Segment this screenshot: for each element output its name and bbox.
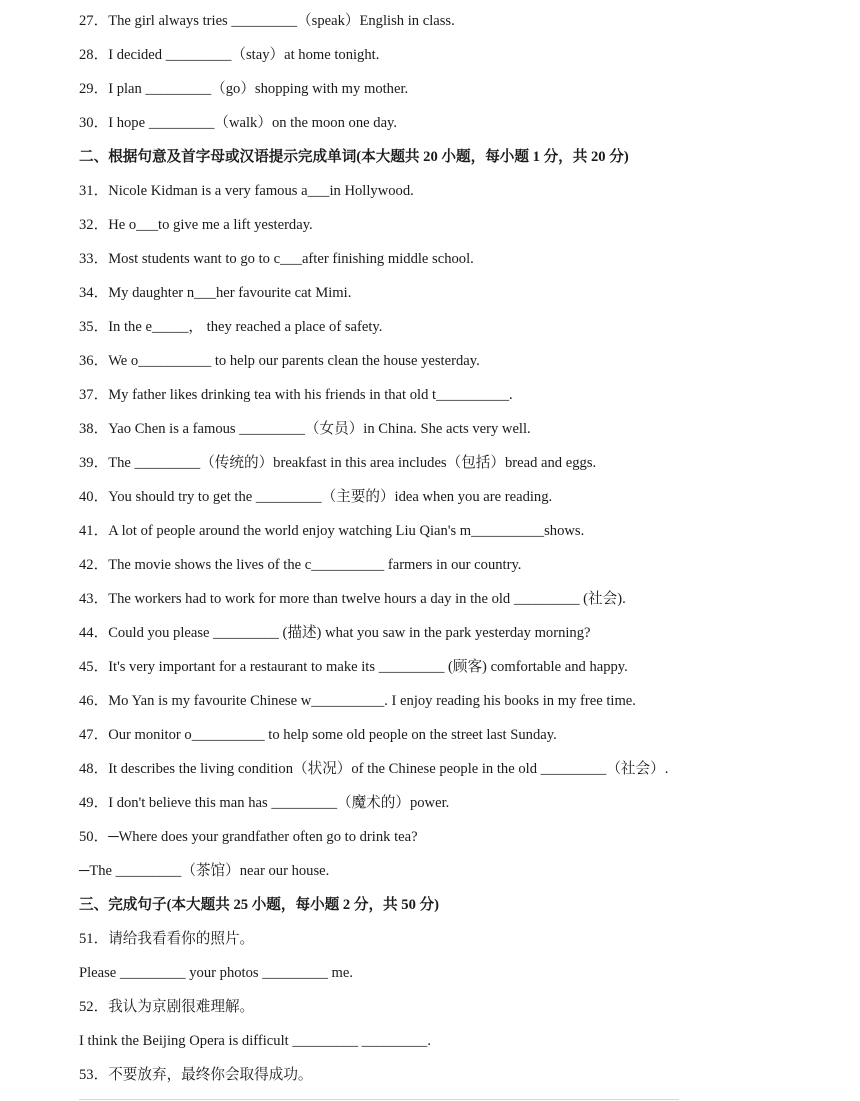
footer-divider — [79, 1099, 679, 1100]
question-51: 51．请给我看看你的照片。 — [79, 931, 255, 947]
question-36: 36．We o__________ to help our parents clean the house yesterday. — [79, 353, 480, 369]
question-27: 27．The girl always tries _________（speak）English in class. — [79, 13, 455, 29]
question-33: 33．Most students want to go to c___after finishing middle school. — [79, 251, 474, 267]
question-52: 52．我认为京剧很难理解。 — [79, 999, 255, 1015]
question-40: 40．You should try to get the _________（主要的）idea when you are reading. — [79, 489, 553, 505]
question-28: 28．I decided _________（stay）at home tonight. — [79, 47, 380, 63]
question-31: 31．Nicole Kidman is a very famous a___in Hollywood. — [79, 183, 414, 199]
question-47: 47．Our monitor o__________ to help some old people on the street last Sunday. — [79, 727, 557, 743]
section-2-heading: 二、根据句意及首字母或汉语提示完成单词(本大题共 20 小题，每小题 1 分，共 20 分) — [79, 149, 629, 165]
question-39: 39．The _________（传统的）breakfast in this area includes（包括）bread and eggs. — [79, 455, 597, 471]
question-44: 44．Could you please _________ (描述) what you saw in the park yesterday morning? — [79, 625, 591, 641]
question-51-sentence: Please _________ your photos _________ me. — [79, 965, 354, 981]
question-43: 43．The workers had to work for more than twelve hours a day in the old _________ (社会). — [79, 591, 626, 607]
question-50: 50．─Where does your grandfather often go to drink tea? — [79, 829, 418, 845]
question-45: 45．It's very important for a restaurant to make its _________ (顾客) comfortable and happy. — [79, 659, 628, 675]
question-52-sentence: I think the Beijing Opera is difficult _________ _________. — [79, 1033, 431, 1049]
question-46: 46．Mo Yan is my favourite Chinese w__________. I enjoy reading his books in my free time. — [79, 693, 636, 709]
question-32: 32．He o___to give me a lift yesterday. — [79, 217, 313, 233]
question-35: 35．In the e_____， they reached a place of safety. — [79, 319, 383, 335]
question-37: 37．My father likes drinking tea with his friends in that old t__________. — [79, 387, 513, 403]
question-49: 49．I don't believe this man has _________（魔术的）power. — [79, 795, 450, 811]
question-38: 38．Yao Chen is a famous _________（女员）in China. She acts very well. — [79, 421, 531, 437]
question-53: 53．不要放弃，最终你会取得成功。 — [79, 1067, 313, 1083]
question-50-answer: ─The _________（茶馆）near our house. — [79, 863, 330, 879]
question-34: 34．My daughter n___her favourite cat Mimi. — [79, 285, 352, 301]
question-29: 29．I plan _________（go）shopping with my mother. — [79, 81, 409, 97]
section-3-heading: 三、完成句子(本大题共 25 小题，每小题 2 分，共 50 分) — [79, 897, 439, 913]
question-48: 48．It describes the living condition（状况）of the Chinese people in the old _________（社会）. — [79, 761, 669, 777]
question-30: 30．I hope _________（walk）on the moon one day. — [79, 115, 398, 131]
question-42: 42．The movie shows the lives of the c__________ farmers in our country. — [79, 557, 522, 573]
question-41: 41．A lot of people around the world enjoy watching Liu Qian's m__________shows. — [79, 523, 585, 539]
